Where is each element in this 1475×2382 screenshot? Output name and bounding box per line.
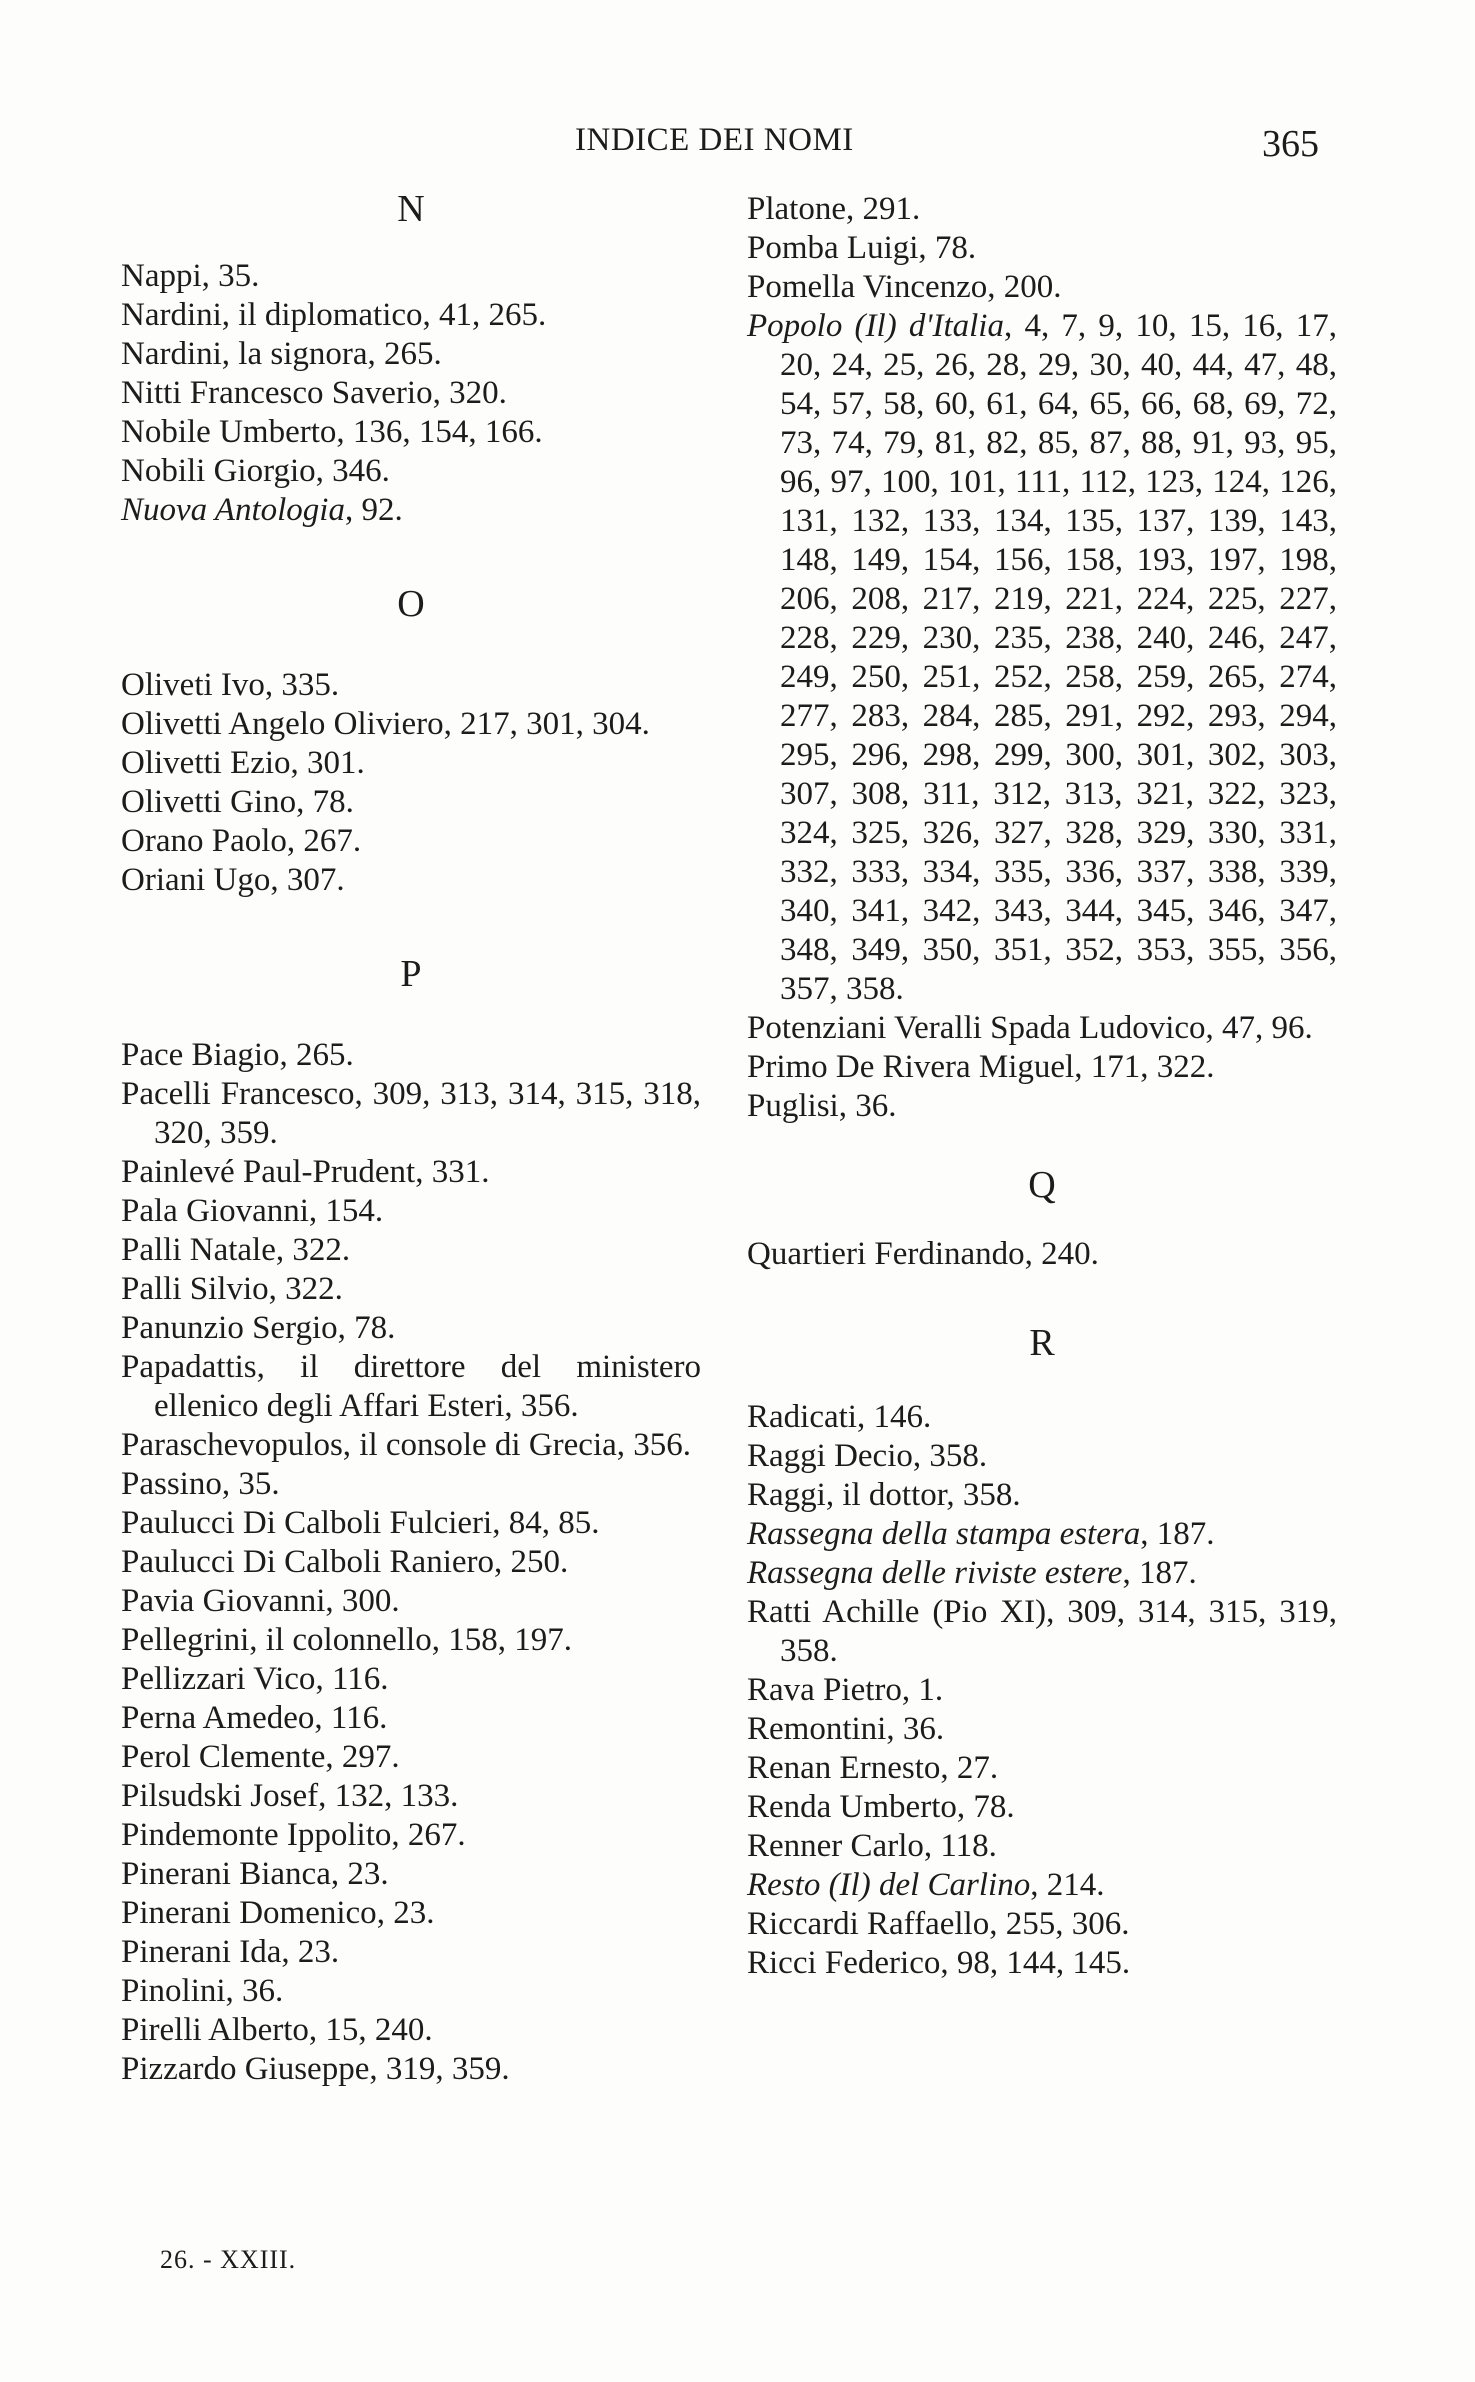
- index-section-q: [747, 1166, 1337, 1274]
- index-entry: Pizzardo Giuseppe, 319, 359.: [121, 2051, 510, 2087]
- page-number: 365: [1262, 123, 1319, 165]
- index-entry: Nappi, 35.: [121, 258, 260, 294]
- running-title: INDICE DEI NOMI: [575, 122, 854, 158]
- section-letter: P: [400, 953, 422, 995]
- index-entry: Renda Umberto, 78.: [747, 1789, 1015, 1825]
- index-entry: Palli Natale, 322.: [121, 1232, 351, 1268]
- index-entry: Perol Clemente, 297.: [121, 1739, 400, 1775]
- index-entry: Orano Paolo, 267.: [121, 823, 362, 859]
- index-entry: Paulucci Di Calboli Fulcieri, 84, 85.: [121, 1505, 600, 1541]
- index-entry: Ricci Federico, 98, 144, 145.: [747, 1945, 1131, 1981]
- index-entry: Radicati, 146.: [747, 1399, 932, 1435]
- index-entry: Nardini, la signora, 265.: [121, 336, 442, 372]
- index-entry: Passino, 35.: [121, 1466, 280, 1502]
- index-entry: Riccardi Raffaello, 255, 306.: [747, 1906, 1130, 1942]
- index-entry: Renan Ernesto, 27.: [747, 1750, 999, 1786]
- index-entry: Pavia Giovanni, 300.: [121, 1583, 400, 1619]
- index-entry: Nobile Umberto, 136, 154, 166.: [121, 414, 543, 450]
- index-entry: Rassegna delle riviste estere, 187.: [747, 1555, 1197, 1591]
- index-entry: Raggi, il dottor, 358.: [747, 1477, 1021, 1513]
- index-entry: Nuova Antologia, 92.: [121, 492, 403, 528]
- index-section-o: [121, 585, 701, 900]
- index-entry: Renner Carlo, 118.: [747, 1828, 997, 1864]
- index-entry: Nitti Francesco Saverio, 320.: [121, 375, 507, 411]
- index-entry: Perna Amedeo, 116.: [121, 1700, 388, 1736]
- index-entry: Palli Silvio, 322.: [121, 1271, 343, 1307]
- index-section-p-continued: [747, 190, 1337, 1126]
- index-entry: Panunzio Sergio, 78.: [121, 1310, 396, 1346]
- index-entry: Popolo (Il) d'Italia, 4, 7, 9, 10, 15, 16, 17, 20, 24, 25, 26, 28, 29, 30, 40, 44, 47, 48, 54, 57, 58, 60, 61, 64, 65, 66, 68, 69, 72, 73, 74, 79, 81, 82, 85, 87, 88, 91, 93, 95, 96, 97, 100, 101, 111, 112, 123, 124, 126, 131, 132, 133, 134, 135, 137, 139, 143, 148, 149, 154, 156, 158, 193, 197, 198, 206, 208, 217, 219, 221, 224, 225, 227, 228, 229, 230, 235, 238, 240, 246, 247, 249, 250, 251, 252, 258, 259, 265, 274, 277, 283, 284, 285, 291, 292, 293, 294, 295, 296, 298, 299, 300, 301, 302, 303, 307, 308, 311, 312, 313, 321, 322, 323, 324, 325, 326, 327, 328, 329, 330, 331, 332, 333, 334, 335, 336, 337, 338, 339, 340, 341, 342, 343, 344, 345, 346, 347, 348, 349, 350, 351, 352, 353, 355, 356, 357, 358.: [747, 308, 1338, 1007]
- index-entry: Puglisi, 36.: [747, 1088, 897, 1124]
- index-entry: Papadattis, il direttore del ministero ellenico degli Affari Esteri, 356.: [121, 1349, 701, 1424]
- index-entry: Paulucci Di Calboli Raniero, 250.: [121, 1544, 569, 1580]
- index-column-right: [747, 190, 1337, 1983]
- section-letter: O: [397, 583, 425, 625]
- index-entry: Ratti Achille (Pio XI), 309, 314, 315, 319, 358.: [747, 1594, 1337, 1669]
- index-entry: Rassegna della stampa estera, 187.: [747, 1516, 1215, 1552]
- index-entry: Pindemonte Ippolito, 267.: [121, 1817, 466, 1853]
- index-entry: Pomella Vincenzo, 200.: [747, 269, 1062, 305]
- index-entry: Pacelli Francesco, 309, 313, 314, 315, 318, 320, 359.: [121, 1076, 702, 1151]
- index-entry: Pinolini, 36.: [121, 1973, 284, 2009]
- index-entry: Nardini, il diplomatico, 41, 265.: [121, 297, 547, 333]
- section-letter: Q: [1028, 1164, 1056, 1206]
- index-entry: Rava Pietro, 1.: [747, 1672, 944, 1708]
- index-entry: Resto (Il) del Carlino, 214.: [747, 1867, 1105, 1903]
- index-entry: Platone, 291.: [747, 191, 921, 227]
- index-entry: Oriani Ugo, 307.: [121, 862, 345, 898]
- signature-mark: 26. - XXIII.: [160, 2245, 297, 2274]
- index-entry: Raggi Decio, 358.: [747, 1438, 988, 1474]
- index-entry: Pirelli Alberto, 15, 240.: [121, 2012, 433, 2048]
- index-entry: Olivetti Ezio, 301.: [121, 745, 365, 781]
- index-entry: Remontini, 36.: [747, 1711, 945, 1747]
- index-section-p: [121, 955, 701, 2089]
- index-entry: Potenziani Veralli Spada Ludovico, 47, 96.: [747, 1010, 1313, 1046]
- index-entry: Pellizzari Vico, 116.: [121, 1661, 389, 1697]
- index-entry: Painlevé Paul-Prudent, 331.: [121, 1154, 490, 1190]
- index-entry: Olivetti Angelo Oliviero, 217, 301, 304.: [121, 706, 650, 742]
- index-entry: Olivetti Gino, 78.: [121, 784, 354, 820]
- index-entry: Oliveti Ivo, 335.: [121, 667, 340, 703]
- index-section-r: [747, 1324, 1337, 1983]
- section-letter: N: [397, 188, 425, 230]
- index-entry: Quartieri Ferdinando, 240.: [747, 1236, 1099, 1272]
- index-section-n: [121, 190, 701, 530]
- index-entry: Pilsudski Josef, 132, 133.: [121, 1778, 459, 1814]
- index-entry: Paraschevopulos, il console di Grecia, 356.: [121, 1427, 692, 1463]
- index-entry: Pinerani Domenico, 23.: [121, 1895, 435, 1931]
- index-entry: Pomba Luigi, 78.: [747, 230, 977, 266]
- index-entry: Pellegrini, il colonnello, 158, 197.: [121, 1622, 572, 1658]
- index-entry: Pace Biagio, 265.: [121, 1037, 354, 1073]
- index-column-left: [121, 190, 701, 2089]
- index-entry: Pinerani Bianca, 23.: [121, 1856, 389, 1892]
- index-entry: Nobili Giorgio, 346.: [121, 453, 390, 489]
- section-letter: R: [1029, 1322, 1055, 1364]
- index-entry: Pala Giovanni, 154.: [121, 1193, 384, 1229]
- index-entry: Pinerani Ida, 23.: [121, 1934, 340, 1970]
- index-entry: Primo De Rivera Miguel, 171, 322.: [747, 1049, 1215, 1085]
